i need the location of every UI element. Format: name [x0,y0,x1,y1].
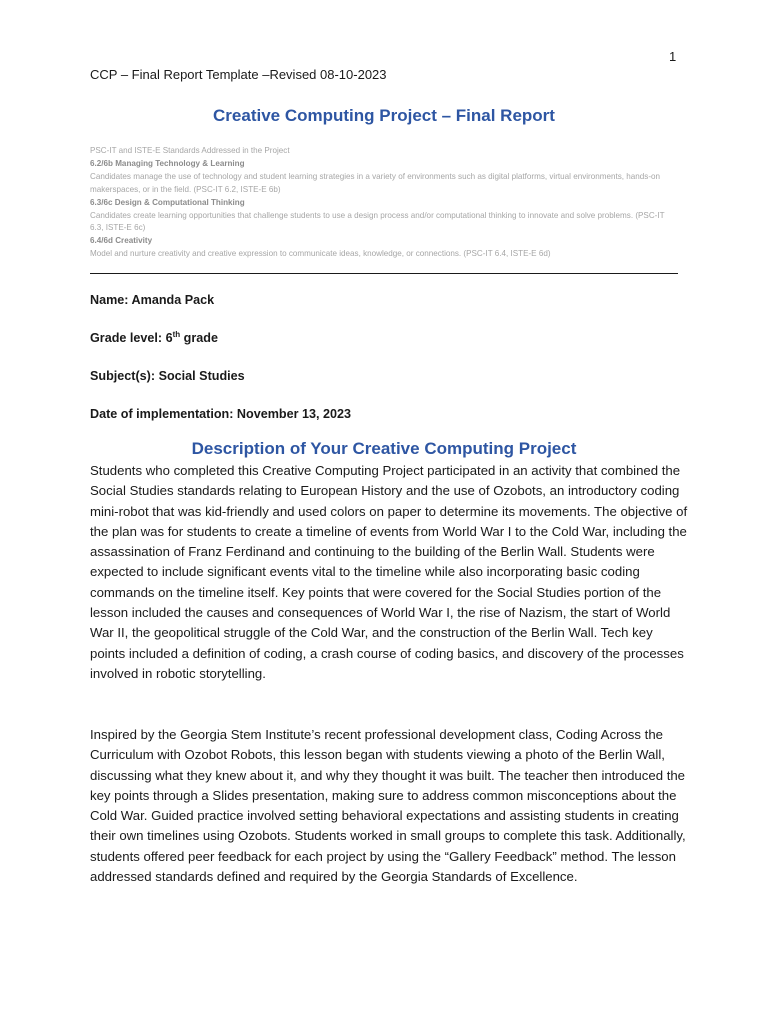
grade-level-prefix: Grade level: 6 [90,331,173,345]
standard-text-6-3: Candidates create learning opportunities that challenge students to use a design process and/or computational thinking to innovate and solve problems. (PSC-IT 6.3, ISTE-E 6c) [90,210,665,233]
description-paragraph-2: Inspired by the Georgia Stem Institute’s recent professional development class, Coding Across the Curriculum with Ozobot Robots, this lesson began with students viewing a photo of the Berlin Wall, discussing what they knew about it, and why they thought it was built. The teacher then introduced the key points through a Slides presentation, making sure to address common misconceptions about the Cold War. Guided practice involved setting behavioral expectations and assisting students in creating their own timelines using Ozobots. Students worked in small groups to complete this task. Additionally, students offered peer feedback for each project by using the “Gallery Feedback” method. The lesson addressed standards defined and required by the Georgia Standards of Excellence. [90,727,686,885]
grade-level-suffix: grade [180,331,218,345]
name-field: Name: Amanda Pack [90,293,215,307]
grade-level-field [90,331,218,345]
description-section-title: Description of Your Creative Computing Project [191,439,577,458]
document-title: Creative Computing Project – Final Report [213,106,555,125]
horizontal-divider [90,273,678,274]
standard-text-6-4: Model and nurture creativity and creative expression to communicate ideas, knowledge, or connections. (PSC-IT 6.4, ISTE-E 6d) [90,249,551,259]
standards-block [90,145,680,261]
document-header: CCP – Final Report Template –Revised 08-10-2023 [90,67,387,82]
date-of-implementation-field: Date of implementation: November 13, 2023 [90,407,352,421]
standards-intro: PSC-IT and ISTE-E Standards Addressed in the Project [90,146,290,155]
standard-heading-6-3: 6.3/6c Design & Computational Thinking [90,197,245,207]
grade-level-ordinal: th [172,329,181,339]
standard-heading-6-2: 6.2/6b Managing Technology & Learning [90,158,245,168]
page-number: 1 [669,49,677,64]
subjects-field: Subject(s): Social Studies [90,369,245,383]
description-paragraph-1: Students who completed this Creative Computing Project participated in an activity that combined the Social Studies standards relating to European History and the use of Ozobots, an introductory coding mini-robot that was kid-friendly and used colors on paper to determine its movements. The objective of the plan was for students to create a timeline of events from World War I to the Cold War, including the assassination of Franz Ferdinand and continuing to the building of the Berlin Wall. Students were expected to include significant events vital to the timeline while also incorporating basic coding commands on the timeline itself. Key points that were covered for the Social Studies portion of the lesson included the causes and consequences of World War I, the rise of Nazism, the start of World War II, the geopolitical struggle of the Cold War, and the construction of the Berlin Wall. Tech key points included a definition of coding, a crash course of coding basics, and discovery of the processes involved in robotic storytelling. [90,463,688,681]
standard-heading-6-4: 6.4/6d Creativity [90,236,153,246]
standard-text-6-2: Candidates manage the use of technology and student learning strategies in a variety of environments such as digital platforms, virtual environments, hands-on makerspaces, or in the field. (PSC-IT 6.2, ISTE-E 6b) [90,171,661,194]
